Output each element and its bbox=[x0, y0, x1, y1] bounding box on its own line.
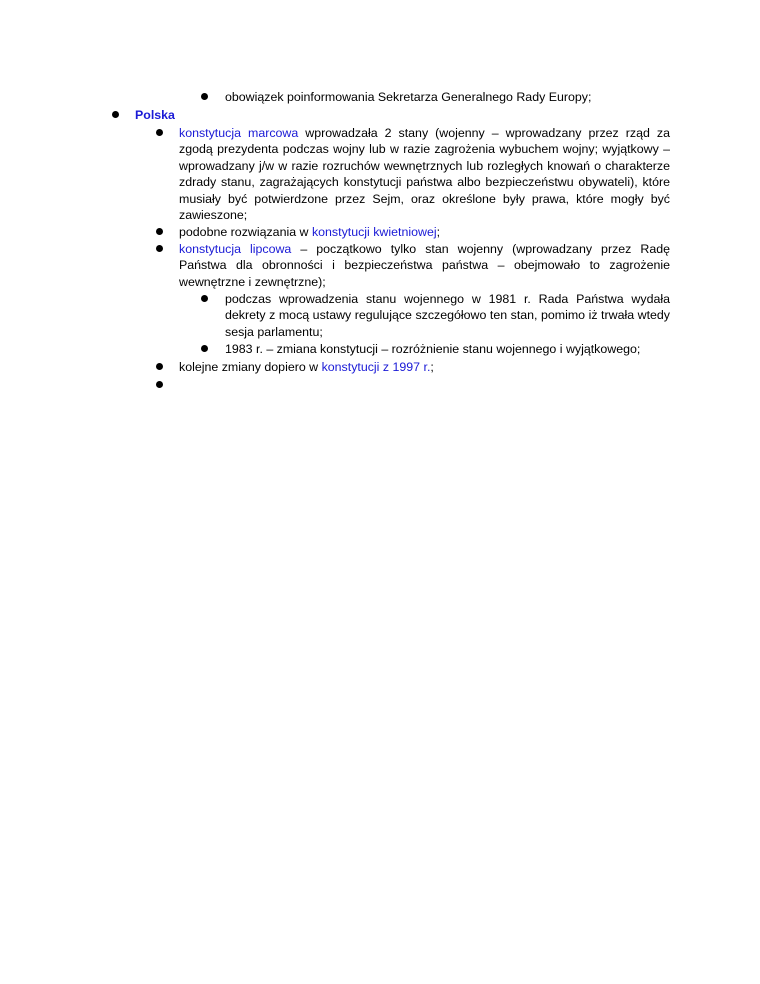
list-item-kolejne bbox=[179, 359, 670, 375]
list-item-text: podczas wprowadzenia stanu wojennego w 1981 r. Rada Państwa wydała bbox=[225, 292, 670, 306]
list-item-text: podobne rozwiązania w bbox=[179, 225, 312, 239]
list-item-kwietniowa bbox=[179, 224, 670, 240]
link-konstytucji-1997[interactable]: konstytucji z 1997 r. bbox=[321, 360, 431, 374]
list-bullet bbox=[201, 295, 208, 302]
polska-heading-text: Polska bbox=[135, 108, 175, 122]
list-item-lipcowa bbox=[179, 241, 670, 290]
list-item-marcowa bbox=[179, 125, 670, 223]
list-item-zmiana-1983 bbox=[225, 341, 670, 357]
list-item-text: zawieszone; bbox=[179, 208, 248, 223]
list-bullet bbox=[156, 228, 163, 235]
list-item-text: sesja parlamentu; bbox=[225, 324, 323, 339]
list-bullet bbox=[156, 363, 163, 370]
list-item-text: zdrady stanu, zagrażających konstytucji państwa albo bezpieczeństwu obywateli), które bbox=[179, 175, 670, 190]
link-konstytucja-marcowa[interactable]: konstytucja marcowa bbox=[179, 126, 299, 140]
list-item-text: obowiązek poinformowania Sekretarza Generalnego Rady Europy; bbox=[225, 90, 592, 104]
list-item-text: musiały być potwierdzone przez Sejm, oraz określone były prawa, które mogły być bbox=[179, 191, 670, 206]
list-bullet bbox=[201, 345, 208, 352]
link-konstytucji-kwietniowej[interactable]: konstytucji kwietniowej bbox=[311, 225, 437, 239]
list-item-text: – początkowo tylko stan wojenny (wprowadzany przez Radę bbox=[291, 242, 670, 256]
list-bullet bbox=[156, 245, 163, 252]
list-bullet-empty bbox=[156, 381, 163, 388]
list-item-text: zgodą prezydenta podczas wojny lub w razie zagrożenia wybuchem wojny; wyjątkowy – bbox=[179, 142, 670, 157]
list-item-text: dekrety z mocą ustawy regulujące szczegółowo ten stan, pomimo iż trwała wtedy bbox=[225, 308, 670, 323]
list-bullet bbox=[156, 129, 163, 136]
list-item-text: ; bbox=[430, 360, 434, 374]
link-konstytucja-lipcowa[interactable]: konstytucja lipcowa bbox=[179, 242, 292, 256]
list-item-text: wewnętrzne i zewnętrzne); bbox=[179, 274, 326, 289]
list-item-text: kolejne zmiany dopiero w bbox=[179, 360, 322, 374]
list-item-text: 1983 r. – zmiana konstytucji – rozróżnienie stanu wojennego i wyjątkowego; bbox=[225, 342, 641, 356]
list-item-text: ; bbox=[436, 225, 441, 239]
list-item-stan-1981 bbox=[225, 291, 670, 340]
list-item-text: Państwa dla obronności i bezpieczeństwa państwa – obejmowało to zagrożenie bbox=[179, 258, 670, 273]
list-bullet bbox=[201, 93, 208, 100]
list-bullet bbox=[112, 111, 119, 118]
list-item-text: wprowadzała 2 stany (wojenny – wprowadzany przez rząd za bbox=[298, 126, 670, 140]
heading-polska bbox=[135, 107, 335, 123]
list-item-obowiazek bbox=[225, 89, 665, 105]
list-item-text: wprowadzany j/w w razie rozruchów wewnętrznych lub rozległych knowań o charakterze bbox=[179, 158, 670, 173]
